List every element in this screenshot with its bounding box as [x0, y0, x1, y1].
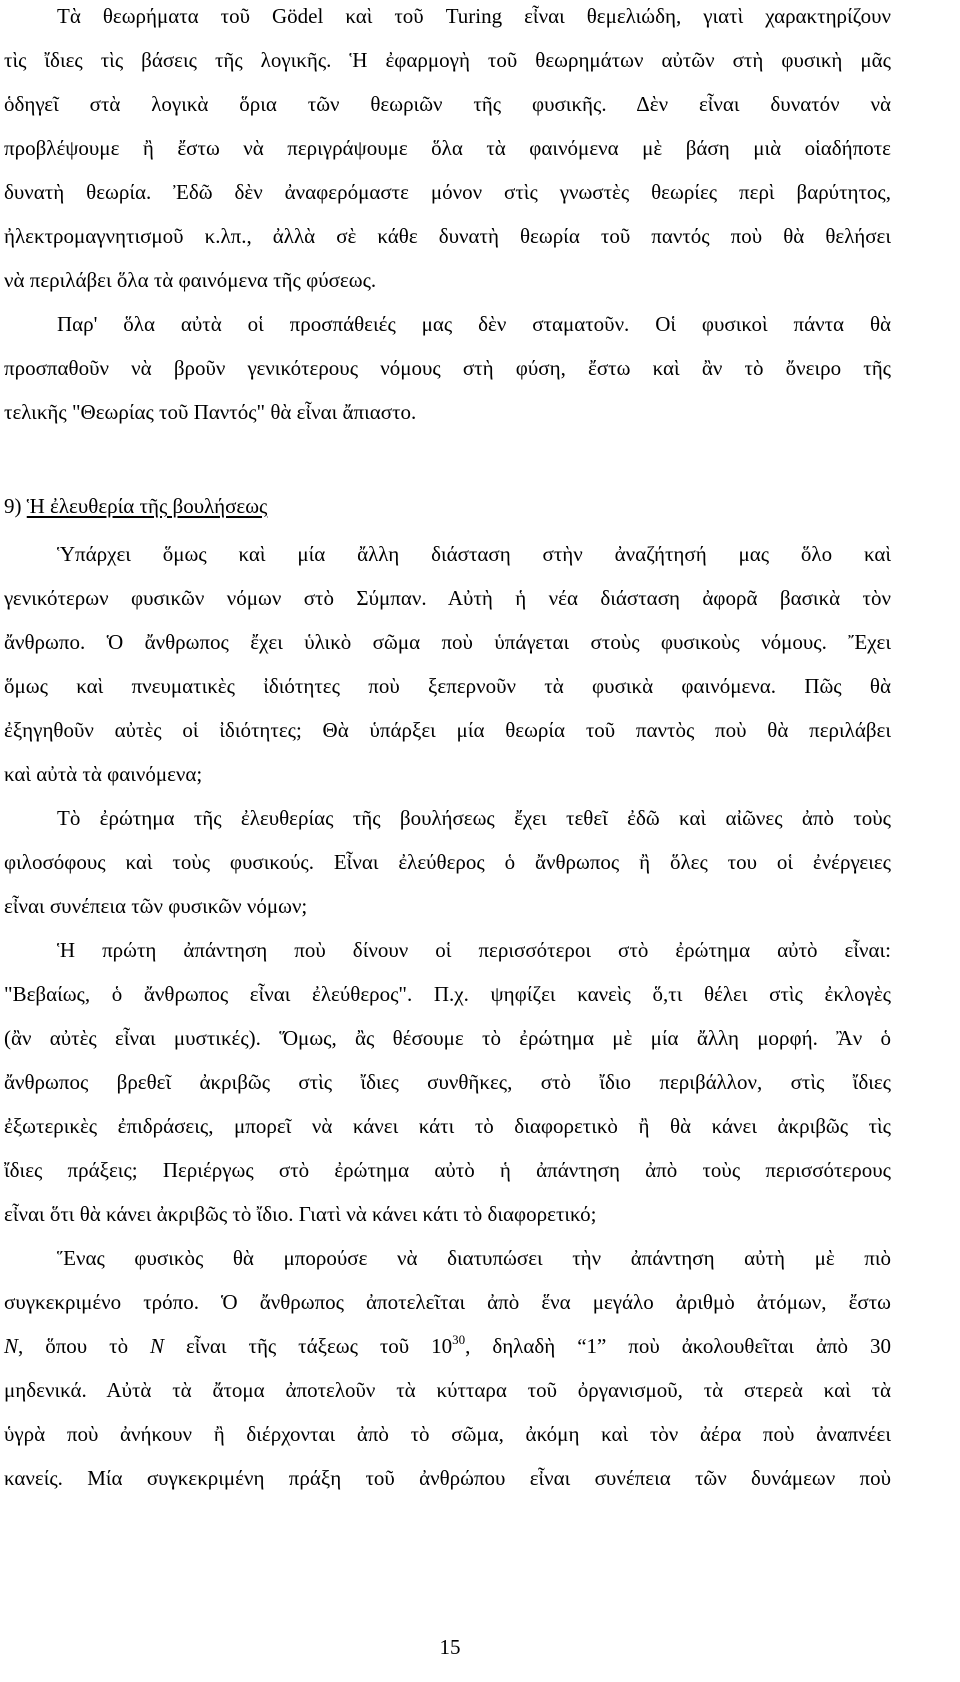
text-line: εἶναι ὅτι θὰ κάνει ἀκριβῶς τὸ ἴδιο. Γιατὶ νὰ κάνει κάτι τὸ διαφορετικό;: [4, 1202, 597, 1226]
text-line: ὑγρὰ ποὺ ἀνήκουν ἢ διέρχονται ἀπὸ τὸ σῶμα, ἀκόμη καὶ τὸν ἀέρα ποὺ ἀναπνέει: [4, 1422, 891, 1446]
text-line: καὶ αὐτὰ τὰ φαινόμενα;: [4, 762, 203, 786]
section-title: Ἡ ἐλευθερία τῆς βουλήσεως: [26, 494, 268, 518]
text-line: δυνατὴ θεωρία. Ἐδῶ δὲν ἀναφερόμαστε μόνον στὶς γνωστὲς θεωρίες περὶ βαρύτητος,: [4, 180, 891, 204]
text-line: προσπαθοῦν νὰ βροῦν γενικότερους νόμους στὴ φύση, ἔστω καὶ ἂν τὸ ὄνειρο τῆς: [4, 356, 891, 380]
text-line: τὶς ἴδιες τὶς βάσεις τῆς λογικῆς. Ἡ ἐφαρμογὴ τοῦ θεωρημάτων αὐτῶν στὴ φυσικὴ μᾶς: [4, 48, 891, 72]
math-variable: N: [150, 1334, 165, 1358]
text-line: ἐξωτερικὲς ἐπιδράσεις, μπορεῖ νὰ κάνει κάτι τὸ διαφορετικὸ ἢ θὰ κάνει ἀκριβῶς τὶς: [4, 1114, 891, 1138]
text-line: γενικότερων φυσικῶν νόμων στὸ Σύμπαν. Αὐτὴ ἡ νέα διάσταση ἀφορᾶ βασικὰ τὸν: [4, 586, 891, 610]
text-line: Τὸ ἐρώτημα τῆς ἐλευθερίας τῆς βουλήσεως ἔχει τεθεῖ ἐδῶ καὶ αἰῶνες ἀπὸ τοὺς: [57, 806, 891, 830]
section-number: 9): [4, 494, 22, 518]
text-line: Ἕνας φυσικὸς θὰ μπορούσε νὰ διατυπώσει τὴν ἀπάντηση αὐτὴ μὲ πιὸ: [57, 1246, 891, 1270]
text-line: (ἂν αὐτὲς εἶναι μυστικές). Ὅμως, ἂς θέσουμε τὸ ἐρώτημα μὲ μία ἄλλη μορφή. Ἂν ὁ: [4, 1026, 891, 1050]
text-fragment: , δηλαδὴ “1” ποὺ ἀκολουθεῖται ἀπὸ 30: [465, 1334, 891, 1358]
exponent: 30: [452, 1332, 466, 1347]
text-fragment: , ὅπου τὸ: [18, 1334, 151, 1358]
text-line: Ὑπάρχει ὅμως καὶ μία ἄλλη διάσταση στὴν ἀναζήτησή μας ὅλο καὶ: [57, 542, 891, 566]
text-line: ἴδιες πράξεις; Περιέργως στὸ ἐρώτημα αὐτὸ ἡ ἀπάντηση ἀπὸ τοὺς περισσότερους: [4, 1158, 891, 1182]
text-line: ἐξηγηθοῦν αὐτὲς οἱ ἰδιότητες; Θὰ ὑπάρξει μία θεωρία τοῦ παντὸς ποὺ θὰ περιλάβει: [4, 718, 891, 742]
text-line: εἶναι συνέπεια τῶν φυσικῶν νόμων;: [4, 894, 308, 918]
text-line: φιλοσόφους καὶ τοὺς φυσικούς. Εἶναι ἐλεύθερος ὁ ἄνθρωπος ἢ ὅλες του οἱ ἐνέργειες: [4, 850, 891, 874]
math-variable: N: [4, 1334, 19, 1358]
text-line: Τὰ θεωρήματα τοῦ Gödel καὶ τοῦ Turing εἶναι θεμελιώδη, γιατὶ χαρακτηρίζουν: [57, 4, 891, 28]
text-line-math: [4, 1332, 891, 1360]
text-line: ἄνθρωπο. Ὁ ἄνθρωπος ἔχει ὑλικὸ σῶμα ποὺ ὑπάγεται στοὺς φυσικοὺς νόμους. Ἔχει: [4, 630, 891, 654]
text-line: ἄνθρωπος βρεθεῖ ἀκριβῶς στὶς ἴδιες συνθῆκες, στὸ ἴδιο περιβάλλον, στὶς ἴδιες: [4, 1070, 891, 1094]
page-number: 15: [439, 1635, 461, 1659]
text-line: προβλέψουμε ἢ ἔστω νὰ περιγράψουμε ὅλα τὰ φαινόμενα μὲ βάση μιὰ οἱαδήποτε: [4, 136, 891, 160]
text-line: νὰ περιλάβει ὅλα τὰ φαινόμενα τῆς φύσεως.: [4, 268, 377, 292]
text-line: "Βεβαίως, ὁ ἄνθρωπος εἶναι ἐλεύθερος". Π.χ. ψηφίζει κανεὶς ὅ,τι θέλει στὶς ἐκλογὲς: [4, 982, 891, 1006]
text-fragment: εἶναι τῆς τάξεως τοῦ 10: [164, 1334, 453, 1358]
text-line: ὁδηγεῖ στὰ λογικὰ ὅρια τῶν θεωριῶν τῆς φυσικῆς. Δὲν εἶναι δυνατόν νὰ: [4, 92, 891, 116]
section-heading: [4, 492, 267, 520]
text-line: τελικῆς "Θεωρίας τοῦ Παντός" θὰ εἶναι ἄπιαστο.: [4, 400, 417, 424]
text-line: ὅμως καὶ πνευματικὲς ἰδιότητες ποὺ ξεπερνοῦν τὰ φυσικὰ φαινόμενα. Πῶς θὰ: [4, 674, 891, 698]
text-line: Ἡ πρώτη ἀπάντηση ποὺ δίνουν οἱ περισσότεροι στὸ ἐρώτημα αὐτὸ εἶναι:: [57, 938, 891, 962]
text-line: κανείς. Μία συγκεκριμένη πράξη τοῦ ἀνθρώπου εἶναι συνέπεια τῶν δυνάμεων ποὺ: [4, 1466, 891, 1490]
text-line: μηδενικά. Αὐτὰ τὰ ἄτομα ἀποτελοῦν τὰ κύτταρα τοῦ ὀργανισμοῦ, τὰ στερεὰ καὶ τὰ: [4, 1378, 891, 1402]
text-line: Παρ' ὅλα αὐτὰ οἱ προσπάθειές μας δὲν σταματοῦν. Οἱ φυσικοὶ πάντα θὰ: [57, 312, 891, 336]
text-line: ἠλεκτρομαγνητισμοῦ κ.λπ., ἀλλὰ σὲ κάθε δυνατὴ θεωρία τοῦ παντός ποὺ θὰ θελήσει: [4, 224, 891, 248]
text-line: συγκεκριμένο τρόπο. Ὁ ἄνθρωπος ἀποτελεῖται ἀπὸ ἕνα μεγάλο ἀριθμὸ ἀτόμων, ἔστω: [4, 1290, 891, 1314]
